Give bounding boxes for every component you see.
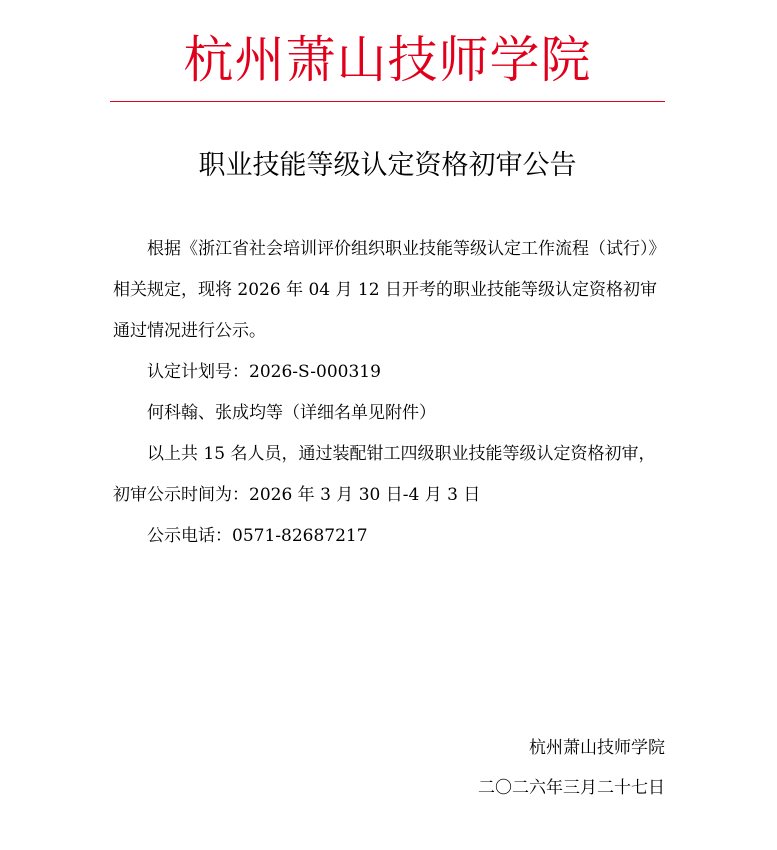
paragraph-regulation: 根据《浙江省社会培训评价组织职业技能等级认定工作流程（试行）》相关规定，现将 2026 年 04 月 12 日开考的职业技能等级认定资格初审通过情况进行公示。 [113,239,657,341]
institution-masthead: 杭州萧山技师学院 [183,31,592,89]
notice-title: 职业技能等级认定资格初审公告 [198,150,577,181]
paragraph-summary: 以上共 15 名人员，通过装配钳工四级职业技能等级认定资格初审，初审公示时间为：2026 年 3 月 30 日-4 月 3 日 [113,444,656,505]
candidate-names: 何科翰、张成均等（详细名单见附件） [147,403,436,423]
signature-date: 二〇二六年三月二十七日 [478,778,665,798]
plan-number: 认定计划号：2026-S-000319 [147,362,381,382]
notice-body [113,229,665,557]
signature-org: 杭州萧山技师学院 [529,738,665,758]
header-red-rule [110,101,665,102]
contact-phone: 公示电话：0571-82687217 [147,526,368,546]
